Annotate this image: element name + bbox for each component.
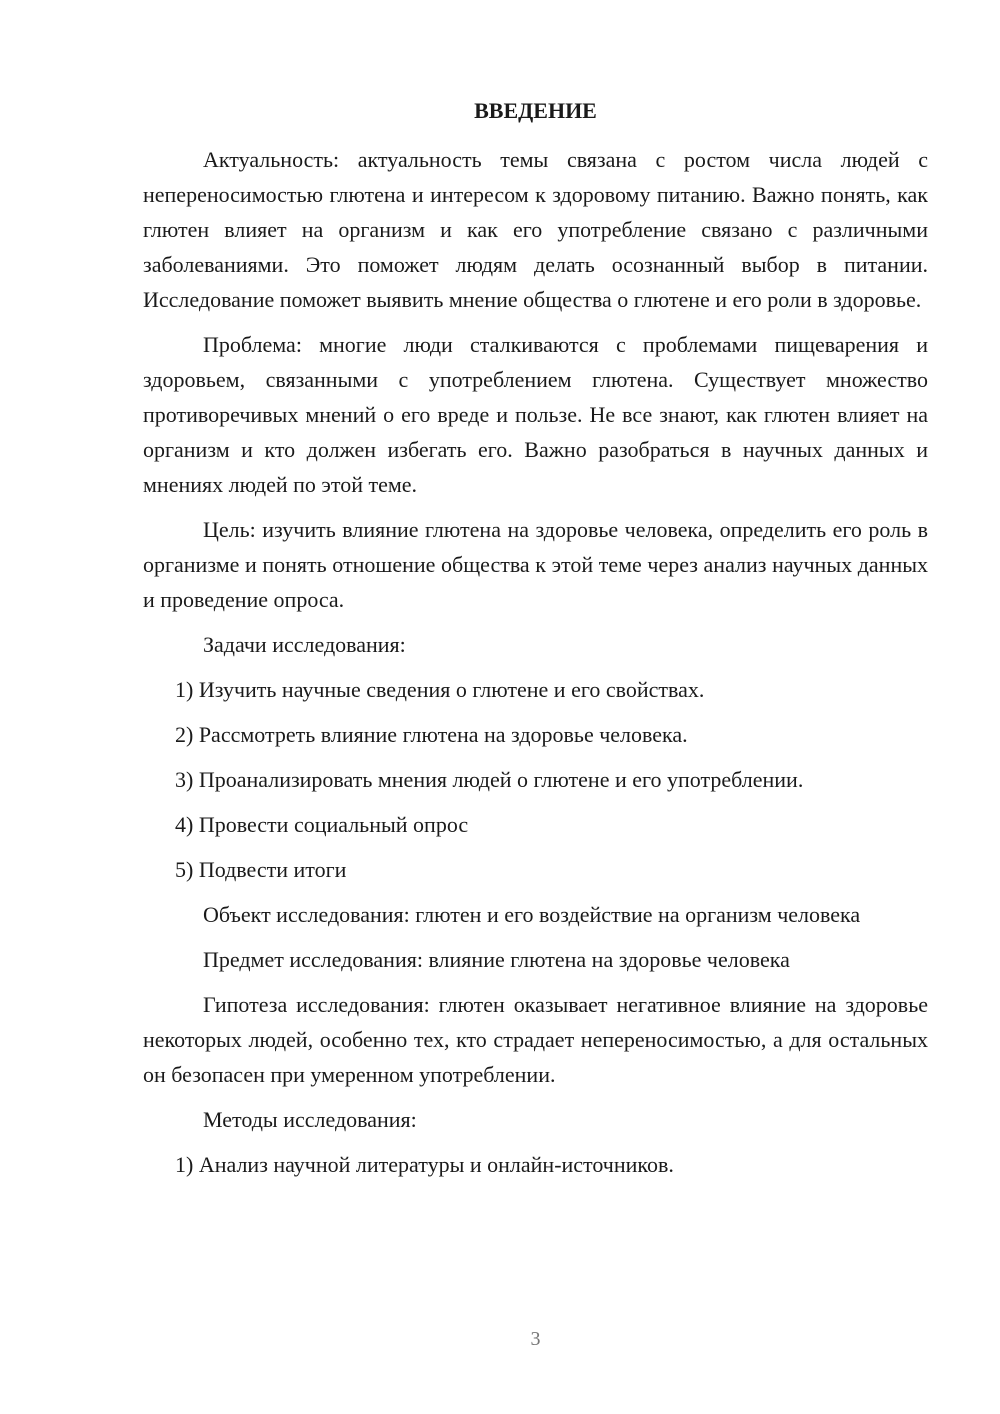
paragraph-relevance: Актуальность: актуальность темы связана с ростом числа людей с непереносимостью глютена и интересом к здоровому питанию. Важно понять, как глютен влияет на организм и как его употребление связано с различными заболеваниями. Это поможет людям делать осознанный выбор в питании. Исследование поможет выявить мнение общества о глютене и его роли в здоровье. (143, 147, 928, 312)
list-item: 5) Подвести итоги (175, 857, 347, 882)
document-page (143, 0, 928, 1414)
list-item: 1) Изучить научные сведения о глютене и его свойствах. (175, 677, 705, 702)
paragraph-goal: Цель: изучить влияние глютена на здоровье человека, определить его роль в организме и понять отношение общества к этой теме через анализ научных данных и проведение опроса. (143, 517, 928, 612)
list-item: 1) Анализ научной литературы и онлайн-источников. (175, 1152, 674, 1177)
document-body (143, 142, 928, 1192)
methods-heading: Методы исследования: (203, 1107, 417, 1132)
list-item: 4) Провести социальный опрос (175, 812, 469, 837)
tasks-heading: Задачи исследования: (203, 632, 406, 657)
list-item: 2) Рассмотреть влияние глютена на здоровье человека. (175, 722, 688, 747)
paragraph-problem: Проблема: многие люди сталкиваются с проблемами пищеварения и здоровьем, связанными с употреблением глютена. Существует множество противоречивых мнений о его вреде и пользе. Не все знают, как глютен влияет на организм и кто должен избегать его. Важно разобраться в научных данных и мнениях людей по этой теме. (143, 332, 928, 497)
paragraph-hypothesis: Гипотеза исследования: глютен оказывает негативное влияние на здоровье некоторых людей, особенно тех, кто страдает непереносимостью, а для остальных он безопасен при умеренном употреблении. (143, 992, 928, 1087)
page-title: ВВЕДЕНИЕ (474, 98, 597, 123)
paragraph-object: Объект исследования: глютен и его воздействие на организм человека (203, 902, 861, 927)
page-number: 3 (530, 1328, 541, 1350)
list-item: 3) Проанализировать мнения людей о глютене и его употреблении. (175, 767, 804, 792)
paragraph-subject: Предмет исследования: влияние глютена на здоровье человека (203, 947, 790, 972)
